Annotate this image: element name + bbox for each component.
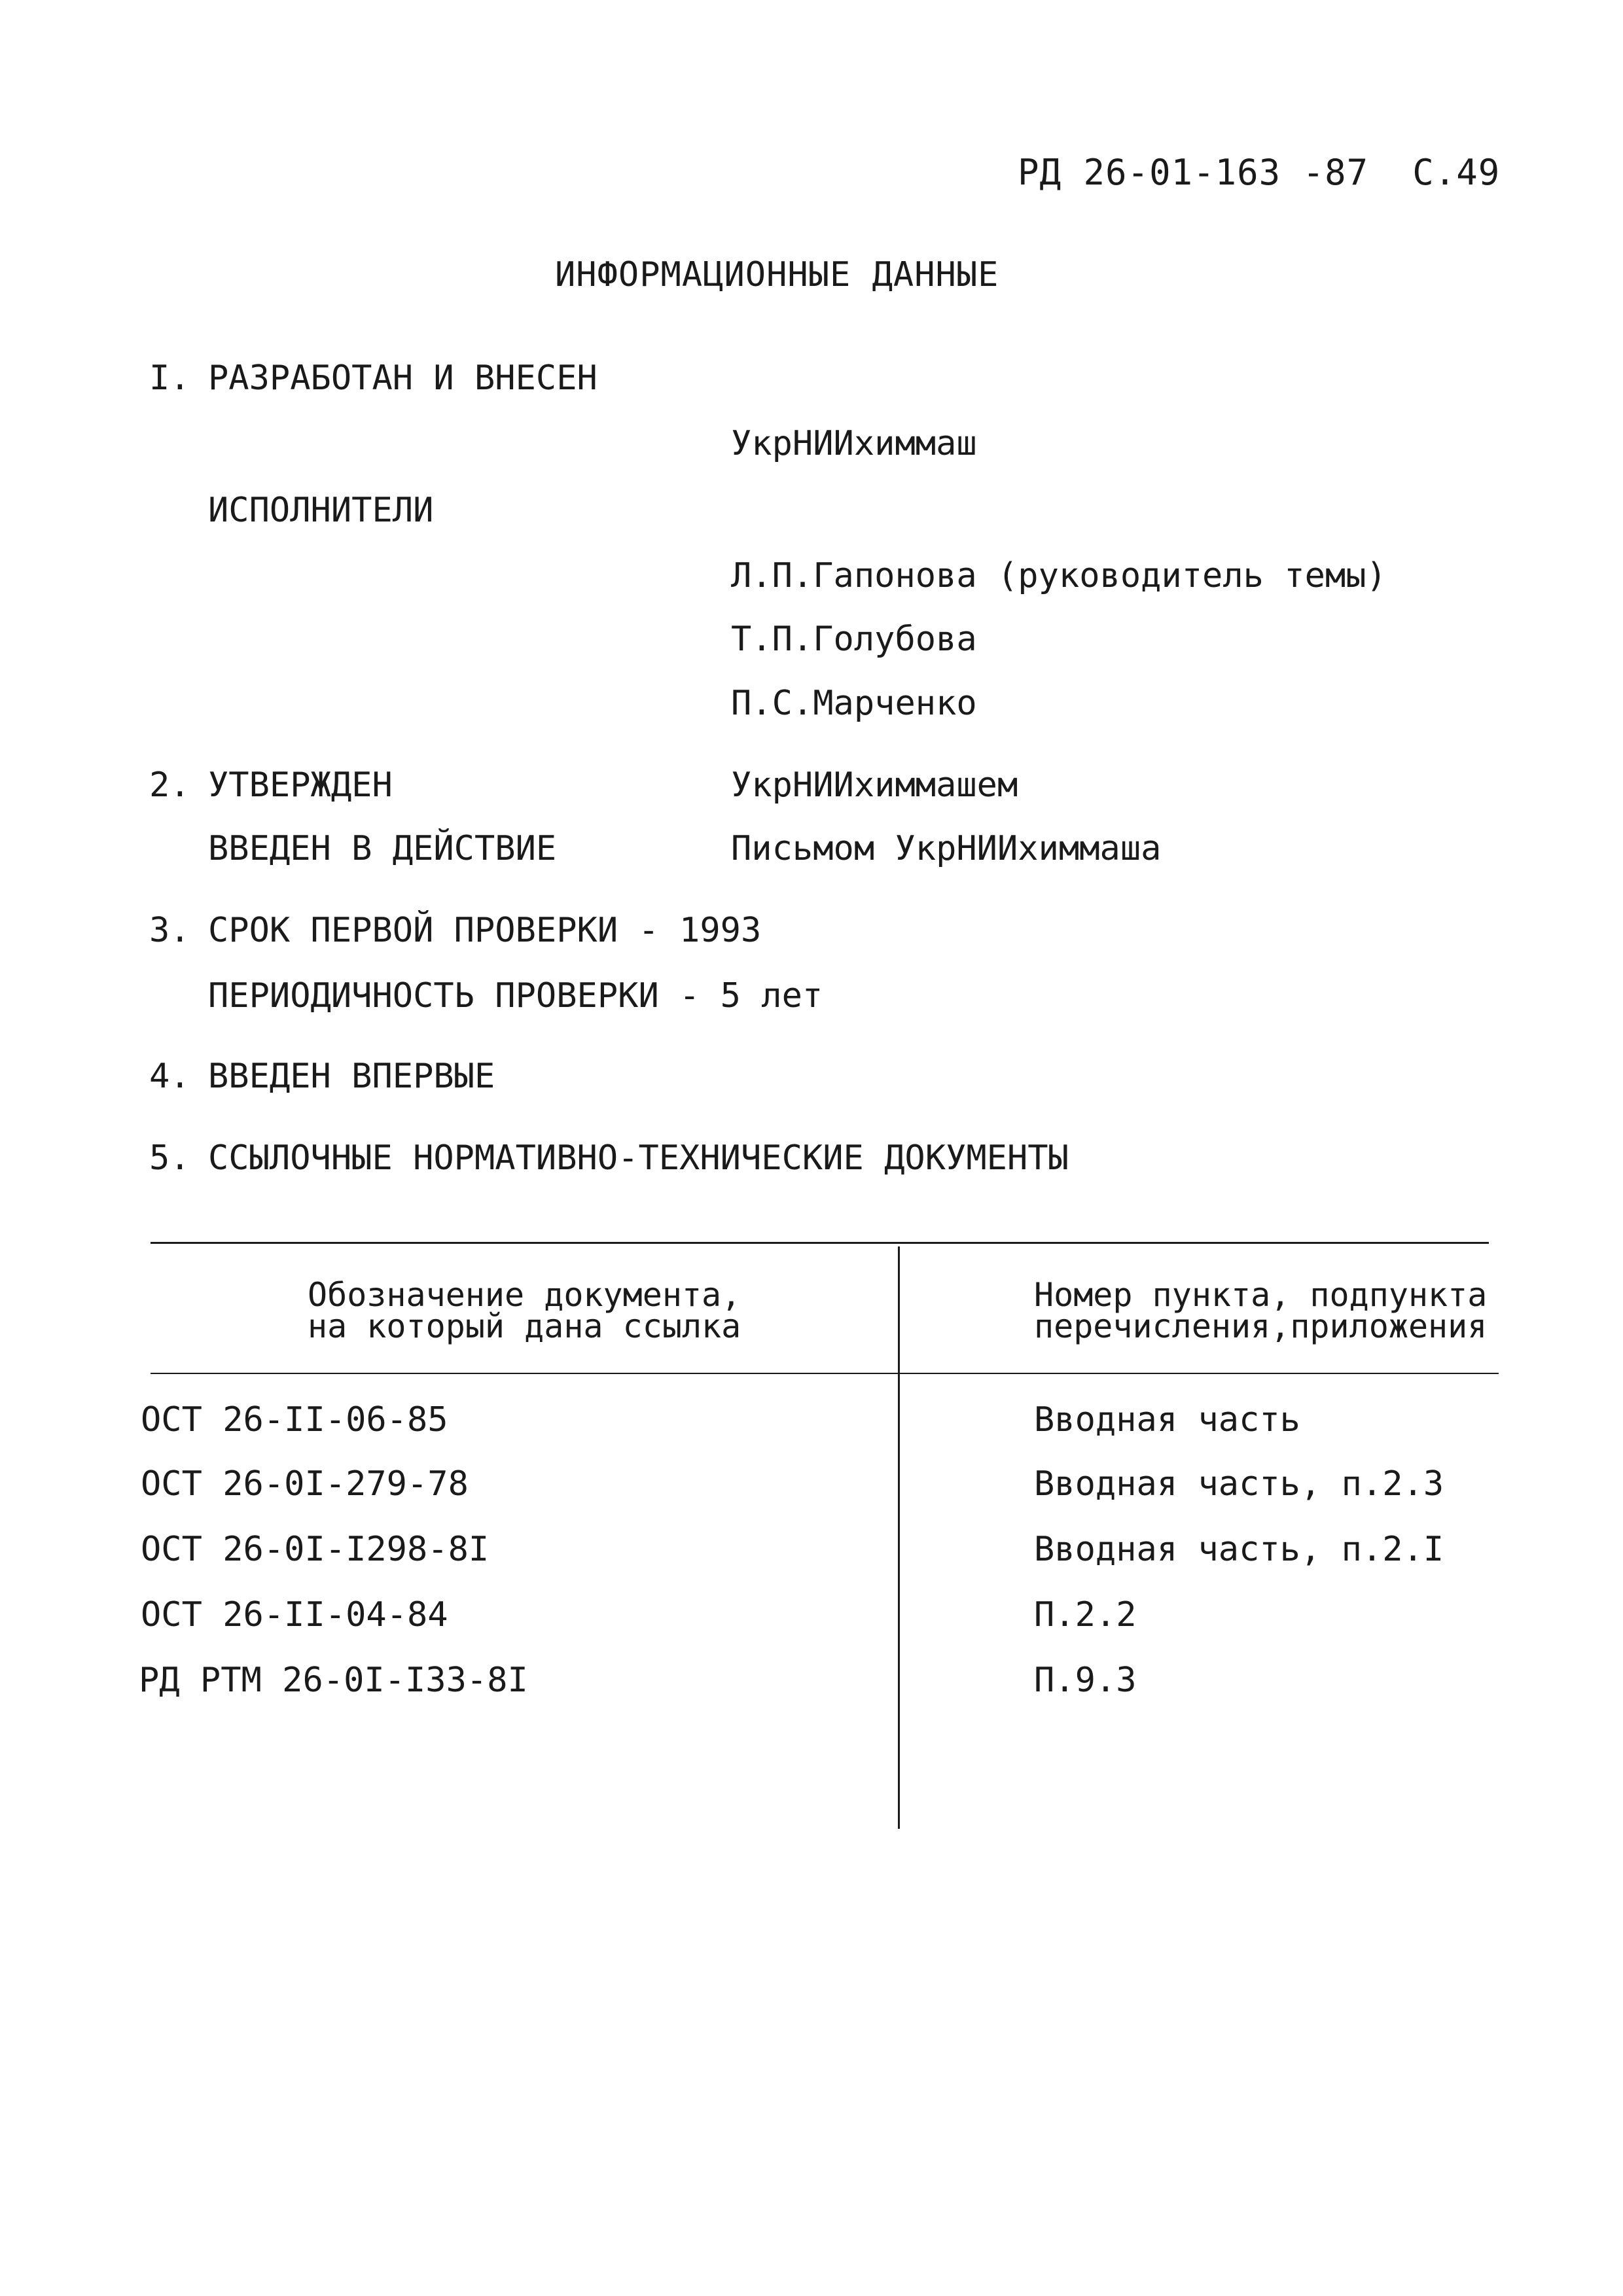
section-2-label: УТВЕРЖДЕН: [208, 766, 393, 805]
section-2-number: 2.: [149, 766, 190, 805]
doc-code: РД 26-01-163 -87: [1018, 152, 1369, 193]
section-4-label: ВВЕДЕН ВПЕРВЫЕ: [208, 1057, 495, 1096]
section-1-number: I.: [149, 359, 190, 398]
table-header-rule: [151, 1373, 1499, 1374]
section-2-value: УкрНИИхиммашем: [731, 766, 1018, 805]
section-5-number: 5.: [149, 1139, 190, 1178]
row-4-ref: П.2.2: [1034, 1595, 1137, 1634]
col-2-header-line-2: перечисления,приложения: [1034, 1307, 1488, 1345]
section-4-number: 4.: [149, 1057, 190, 1096]
col-1-header-line-1: Обозначение документа,: [308, 1276, 741, 1314]
performer-1: Л.П.Гапонова (руководитель темы): [731, 556, 1387, 595]
row-5-doc: РД РТМ 26-0I-I33-8I: [139, 1661, 528, 1700]
section-3-line-2: ПЕРИОДИЧНОСТЬ ПРОВЕРКИ - 5 лет: [208, 976, 823, 1016]
table-column-divider: [898, 1246, 900, 1829]
row-2-doc: ОСТ 26-0I-279-78: [141, 1464, 469, 1504]
row-3-ref: Вводная часть, п.2.I: [1034, 1530, 1444, 1569]
section-2-value-2: Письмом УкрНИИхиммаша: [731, 829, 1162, 868]
page-ref: С.49: [1412, 152, 1501, 193]
row-4-doc: ОСТ 26-II-04-84: [141, 1595, 448, 1634]
document-code: [1018, 152, 1500, 193]
table-top-rule: [151, 1242, 1489, 1244]
row-3-doc: ОСТ 26-0I-I298-8I: [141, 1530, 490, 1569]
section-3-number: 3.: [149, 911, 190, 950]
col-1-header-line-2: на который дана ссылка: [308, 1307, 741, 1345]
performer-2: Т.П.Голубова: [731, 620, 977, 659]
col-2-header-line-1: Номер пункта, подпункта: [1034, 1276, 1488, 1314]
performers-label: ИСПОЛНИТЕЛИ: [208, 491, 434, 530]
row-2-ref: Вводная часть, п.2.3: [1034, 1464, 1444, 1504]
section-5-label: ССЫЛОЧНЫЕ НОРМАТИВНО-ТЕХНИЧЕСКИЕ ДОКУМЕНТЫ: [208, 1139, 1069, 1178]
performer-3: П.С.Марченко: [731, 684, 977, 723]
section-1-label: РАЗРАБОТАН И ВНЕСЕН: [208, 359, 597, 398]
row-5-ref: П.9.3: [1034, 1661, 1137, 1700]
section-1-org: УкрНИИхиммаш: [731, 424, 977, 463]
row-1-doc: ОСТ 26-II-06-85: [141, 1400, 448, 1439]
section-2-label-2: ВВЕДЕН В ДЕЙСТВИЕ: [208, 829, 557, 868]
section-3-line-1: СРОК ПЕРВОЙ ПРОВЕРКИ - 1993: [208, 911, 762, 950]
row-1-ref: Вводная часть: [1034, 1400, 1300, 1439]
page-title: ИНФОРМАЦИОННЫЕ ДАННЫЕ: [555, 255, 999, 294]
